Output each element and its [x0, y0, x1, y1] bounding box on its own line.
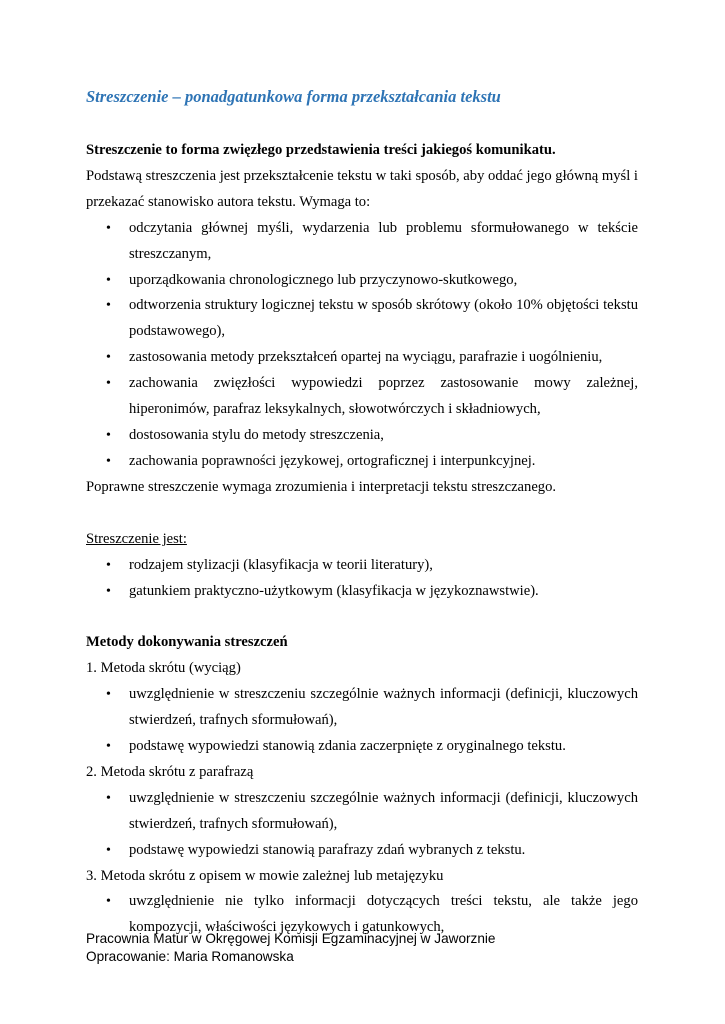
list-item: • zachowania zwięzłości wypowiedzi poprzez zastosowanie mowy zależnej, hiperonimów, parafraz leksykalnych, słowotwórczych i składniowych, — [86, 371, 638, 423]
intro-closing: Poprawne streszczenie wymaga zrozumienia i interpretacji tekstu streszczanego. — [86, 478, 557, 495]
list-item: • podstawę wypowiedzi stanowią zdania zaczerpnięte z oryginalnego tekstu. — [86, 734, 638, 760]
list-item: • uwzględnienie nie tylko informacji dotyczących treści tekstu, ale także jego kompozycji, właściwości językowych i gatunkowych, — [86, 889, 638, 941]
method-title: 3. Metoda skrótu z opisem w mowie zależnej lub metajęzyku — [86, 867, 444, 884]
list-item: • zachowania poprawności językowej, ortograficznej i interpunkcyjnej. — [86, 449, 638, 475]
list-item: • odtworzenia struktury logicznej tekstu w sposób skrótowy (około 10% objętości tekstu podstawowego), — [86, 293, 638, 345]
document-body — [86, 138, 638, 941]
list-item: • gatunkiem praktyczno-użytkowym (klasyfikacja w językoznawstwie). — [86, 579, 638, 605]
list-item: • uporządkowania chronologicznego lub przyczynowo-skutkowego, — [86, 268, 638, 294]
list-item: • odczytania głównej myśli, wydarzenia lub problemu sformułowanego w tekście streszczanym, — [86, 216, 638, 268]
footer-author: Opracowanie: Maria Romanowska — [86, 949, 294, 964]
classification-heading: Streszczenie jest: — [86, 530, 187, 547]
list-item: • uwzględnienie w streszczeniu szczególnie ważnych informacji (definicji, kluczowych stwierdzeń, trafnych sformułowań), — [86, 786, 638, 838]
classification-list — [86, 553, 638, 605]
requirements-list — [86, 216, 638, 475]
page-footer — [86, 930, 646, 966]
methods-heading: Metody dokonywania streszczeń — [86, 634, 288, 651]
list-item: • uwzględnienie w streszczeniu szczególnie ważnych informacji (definicji, kluczowych stwierdzeń, trafnych sformułowań), — [86, 682, 638, 734]
list-item: • zastosowania metody przekształceń opartej na wyciągu, parafrazie i uogólnieniu, — [86, 345, 638, 371]
method-list — [86, 682, 638, 760]
method-title: 1. Metoda skrótu (wyciąg) — [86, 660, 241, 677]
intro-text: Podstawą streszczenia jest przekształcenie tekstu w taki sposób, aby oddać jego główną myśl i przekazać stanowisko autora tekstu. Wymaga to: — [86, 167, 638, 210]
list-item: • dostosowania stylu do metody streszczenia, — [86, 423, 638, 449]
intro-lead: Streszczenie to forma zwięzłego przedstawienia treści jakiegoś komunikatu. — [86, 142, 556, 158]
spacer — [86, 501, 638, 527]
method-list — [86, 786, 638, 864]
document-title: Streszczenie – ponadgatunkowa forma przekształcania tekstu — [86, 87, 501, 106]
list-item: • rodzajem stylizacji (klasyfikacja w teorii literatury), — [86, 553, 638, 579]
spacer — [86, 604, 638, 630]
list-item: • podstawę wypowiedzi stanowią parafrazy zdań wybranych z tekstu. — [86, 838, 638, 864]
footer-institution: Pracownia Matur w Okręgowej Komisji Egzaminacyjnej w Jaworznie — [86, 931, 496, 946]
method-title: 2. Metoda skrótu z parafrazą — [86, 763, 254, 780]
